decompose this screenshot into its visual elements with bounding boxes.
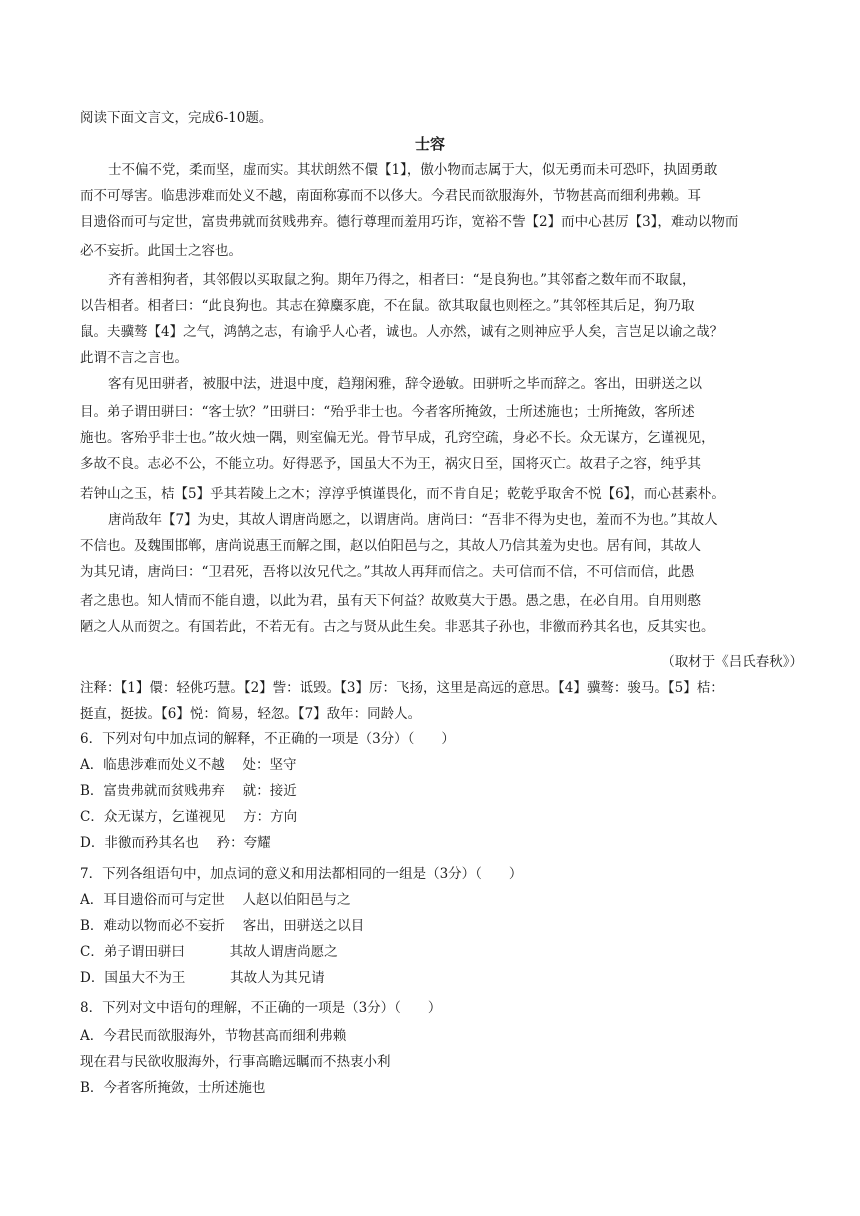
question-7-option-a: A．耳目遗俗而可与定世 人赵以伯阳邑与之 (80, 892, 351, 908)
passage-line: 若钟山之玉，桔【5】乎其若陵上之木；淳淳乎慎谨畏化，而不肯自足；乾乾乎取舍不悦【6】，而心甚素朴。 (80, 486, 725, 502)
question-7-option-d: D．国虽大不为王 其故人为其兄请 (80, 970, 325, 986)
question-6-option-b: B．富贵弗就而贫贱弗弃 就：接近 (80, 783, 297, 799)
question-8-stem: 8．下列对文中语句的理解，不正确的一项是（3分）（ ） (80, 1000, 442, 1016)
passage-line: 为其兄请，唐尚曰：“卫君死，吾将以汝兄代之。”其故人再拜而信之。夫可信而不信，不可信而信，此愚 (80, 564, 695, 580)
passage-line: 必不妄折。此国士之容也。 (80, 243, 242, 259)
question-6-option-d: D．非徼而矜其名也 矜：夸耀 (80, 835, 271, 851)
question-7-option-b: B．难动以物而必不妄折 客出，田骈送之以目 (80, 918, 365, 934)
passage-title: 士容 (414, 135, 445, 153)
notes-line: 挺直，挺拔。【6】悦：简易，轻忽。【7】敌年：同龄人。 (80, 706, 422, 722)
question-8-option-a: A．今君民而欲服海外，节物甚高而细利弗赖 (80, 1028, 347, 1044)
question-7-stem: 7．下列各组语句中，加点词的意义和用法都相同的一组是（3分）（ ） (80, 866, 523, 882)
passage-line: 陋之人从而贺之。有国若此，不若无有。古之与贤从此生矣。非恶其子孙也，非徼而矜其名也，反其实也。 (80, 619, 715, 635)
passage-line: 目。弟子谓田骈曰：“客士欤？”田骈曰：“殆乎非士也。今者客所掩敛，士所述施也；士所掩敛，客所述 (80, 404, 695, 420)
question-7-option-c: C．弟子谓田骈曰 其故人谓唐尚愿之 (80, 944, 338, 960)
passage-line: 以告相者。相者曰：“此良狗也。其志在獐麋豕鹿，不在鼠。欲其取鼠也则桎之。”其邻桎其后足，狗乃取 (80, 298, 695, 314)
passage-line: 不信也。及魏围邯郸，唐尚说惠王而解之围，赵以伯阳邑与之，其故人乃信其羞为史也。居有间，其故人 (80, 538, 701, 554)
passage-line: 目遗俗而可与定世，富贵弗就而贫贱弗弃。德行尊理而羞用巧诈，宽裕不訾【2】而中心甚厉【3】，难动以物而 (80, 214, 739, 230)
passage-line: 多故不良。志必不公，不能立功。好得恶予，国虽大不为王，祸灾日至，国将灭亡。故君子之容，纯乎其 (80, 456, 701, 472)
passage-line: 士不偏不党，柔而坚，虚而实。其状朗然不儇【1】，傲小物而志属于大，似无勇而未可恐吓，执固勇敢 (108, 162, 718, 178)
question-8-option-b: B．今者客所掩敛，士所述施也 (80, 1080, 266, 1096)
question-8-option-a-translation: 现在君与民欲收服海外，行事高瞻远瞩而不热衷小利 (80, 1054, 391, 1070)
passage-line: 而不可辱害。临患涉难而处义不越，南面称寡而不以侈大。今君民而欲服海外，节物甚高而细利弗赖。耳 (80, 188, 701, 204)
passage-line: 鼠。夫骥骜【4】之气，鸿鹄之志，有谕乎人心者，诚也。人亦然，诚有之则神应乎人矣，言岂足以谕之哉？ (80, 324, 724, 340)
passage-line: 此谓不言之言也。 (80, 350, 188, 366)
question-6-stem: 6．下列对句中加点词的解释，不正确的一项是（3分）（ ） (80, 731, 455, 747)
question-6-option-a: A．临患涉难而处义不越 处：坚守 (80, 757, 297, 773)
source-citation: （取材于《吕氏春秋》） (661, 654, 803, 670)
instruction: 阅读下面文言文，完成6-10题。 (80, 110, 273, 126)
passage-line: 施也。客殆乎非士也。”故火烛一隅，则室偏无光。骨节早成，孔窍空疏，身必不长。众无谋方，乞谨视见， (80, 430, 715, 446)
notes-line: 注释：【1】儇：轻佻巧慧。【2】訾：诋毁。【3】厉：飞扬，这里是高远的意思。【4】骥骜：骏马。【5】桔： (80, 680, 724, 696)
passage-line: 齐有善相狗者，其邻假以买取鼠之狗。期年乃得之，相者曰：“是良狗也。”其邻畜之数年而不取鼠， (108, 272, 696, 288)
question-6-option-c: C．众无谋方，乞谨视见 方：方向 (80, 809, 298, 825)
passage-line: 者之患也。知人情而不能自遗，以此为君，虽有天下何益？故败莫大于愚。愚之患，在必自用。自用则憨 (80, 593, 701, 609)
passage-line: 唐尚敌年【7】为史，其故人谓唐尚愿之，以谓唐尚。唐尚曰：“吾非不得为史也，羞而不为也。”其故人 (108, 512, 718, 528)
passage-line: 客有见田骈者，被服中法，进退中度，趋翔闲雅，辞令逊敏。田骈听之毕而辞之。客出，田骈送之以 (108, 376, 702, 392)
